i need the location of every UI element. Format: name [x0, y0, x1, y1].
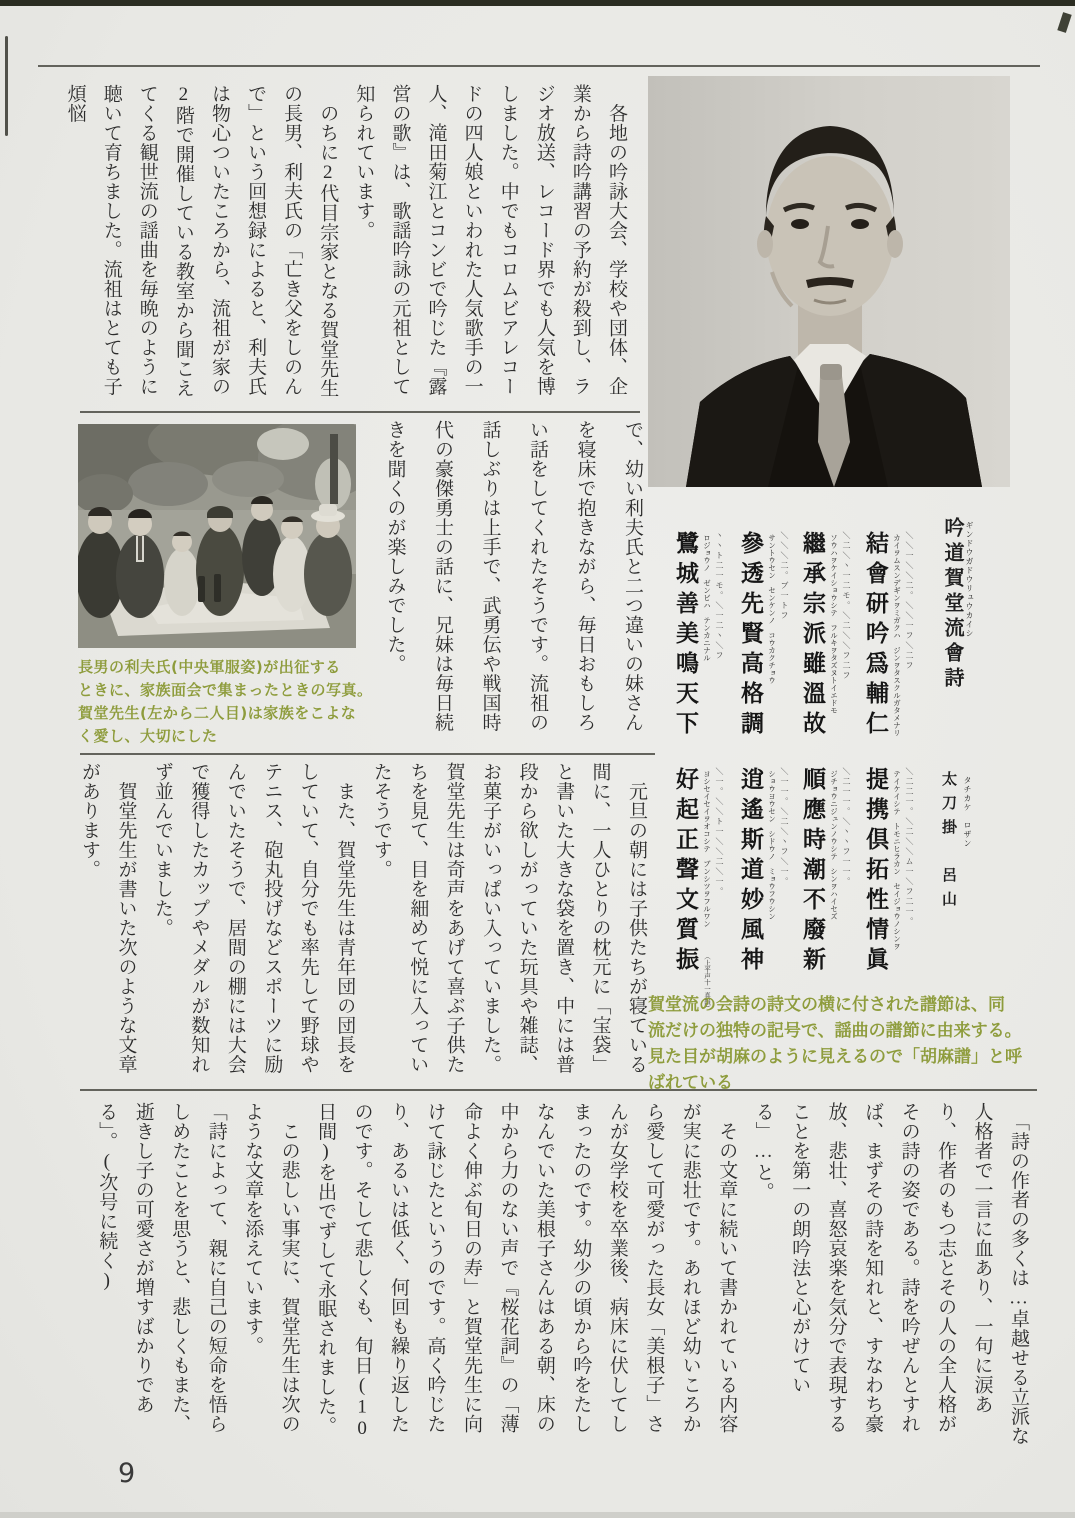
paragraph: また、賀堂先生は青年団の団長をしていて、自分でも率先して野球やテニス、砲丸投げなどスポーツに励んでいたそうで、居間の棚には大会で獲得したカップやメダルが数知れず並んでいました。 — [151, 762, 356, 1074]
caption-line: く愛し、大切にした — [78, 727, 218, 745]
poem-line-reading: カイヲムスンデギンヲミガクハ ジンヲタスクルガタメナリ — [892, 534, 902, 737]
poem-rhyme-note: （上平声十一真韻） — [703, 953, 710, 1012]
poem-line-1 — [864, 531, 918, 751]
poem-line-reading: テイケイシテ トモニヒラカン セイジョウノシンヲ — [892, 770, 902, 950]
poem-line-kanji: 結會研吟爲輔仁 — [863, 531, 888, 741]
goma-notation: ヽヽト二一モ。＼一二ヽ＼フ — [715, 531, 724, 661]
poem-author-furigana: タチカケ ロザン — [963, 776, 972, 848]
caption-line: 長男の利夫氏(中央軍服姿)が出征する — [78, 658, 341, 676]
poem-line-7 — [739, 767, 793, 987]
goma-notation: ＼二一一。＼ヽヽフ一一。 — [842, 767, 851, 887]
portrait-tie-knot — [820, 364, 842, 380]
paragraph: のちに2代目宗家となる賀堂先生の長男、利夫氏の「亡き父をしのんで」という回想録によると、利夫氏は物心ついたころから、流祖が家の2階で開催している教室から聞こえてくる観世流の謡曲を毎晩のように聴いて育ちました。流祖はとても子煩悩 — [64, 84, 339, 398]
poem-line-reading: ジチョウニジュンノウシテ シンヲハイセズ — [829, 770, 839, 920]
goma-notation: ＼二二一。＼二＼＼ム一＼フ二一。 — [905, 767, 914, 927]
poem-line-kanji: 提携倶拓性情眞 — [863, 767, 888, 977]
page-number: 9 — [118, 1458, 136, 1489]
paragraph: で、幼い利夫氏と二つ違いの妹さんを寝床で抱きながら、毎日おもしろい話をしてくれたそうです。流祖の話しぶりは上手で、武勇伝や戦国時代の豪傑勇士の話に、兄妹は毎日続きを聞くのが楽しみでした。 — [384, 420, 643, 732]
poem-line-reading: ロジョウノ ゼンビハ テンカニナル — [702, 534, 712, 662]
poem-author: 太刀掛 呂山 — [940, 771, 956, 915]
poem-line-2 — [801, 531, 855, 751]
poem-line-reading: ソウハヲケイショウシテ フルキヲタズヌトイエドモ — [829, 534, 839, 714]
poem-line-4 — [674, 531, 728, 751]
poem-line-kanji: 順應時潮不廢新 — [800, 767, 825, 977]
portrait-photo — [648, 76, 1010, 487]
paragraph: 元旦の朝には子供たちが寝ている間に、一人ひとりの枕元に「宝袋」と書いた大きな袋を置き、中には普段から欲しがっていた玩具や雑誌、お菓子がいっぱい入っていました。賀堂先生は奇声をあげて喜ぶ子供たちを見て、目を細めて悦に入っていたそうです。 — [370, 762, 647, 1074]
paragraph: その文章に続いて書かれている内容が実に悲壮です。あれほど幼いころから愛して可愛がった長女「美根子」さんが女学校を卒業後、病床に伏してしまったのです。幼少の頃から吟をたしなんでいた美根子さんはある朝、床の中から力のない声で『桜花詞』の「薄命よく伸ぶ旬日の寿」と賀堂先生に向けて詠じたというのです。高く吟じたり、あるいは低く、何回も繰り返したのです。そして悲しくも、旬日(10日間)を出でずして永眠されました。 — [315, 1102, 738, 1440]
poem-line-reading: ショウヨウセン シドウノ ミョウフウシン — [767, 770, 777, 920]
paragraph: 「詩によって、親に自己の短命を悟らしめたことを思うと、悲しくもまた、逝きし子の可愛さが増すばかりである」。(次号に続く) — [96, 1102, 227, 1434]
caption-line: 見た目が胡麻のように見えるので「胡麻譜」と呼 — [648, 1047, 1022, 1067]
goma-notation: ＼二＼ヽ一二モ。＼二＼＼フ二フ — [842, 531, 851, 681]
scan-edge-left-mark — [5, 36, 8, 136]
scan-edge-bottom — [0, 1512, 1075, 1518]
poem-line-kanji: 繼承宗派雖溫故 — [800, 531, 825, 741]
family-photo-caption — [78, 656, 378, 748]
scan-corner-mark — [1057, 12, 1071, 33]
goma-notation: ＼＼＼二。ブ一トフ — [780, 531, 789, 621]
article-text-band-3 — [78, 762, 654, 1090]
article-text-band-1 — [64, 84, 634, 410]
poem-caption — [648, 992, 1048, 1096]
caption-line: 賀堂流の会詩の詩文の横に付された譜節は、同 — [648, 995, 1005, 1015]
poem-line-5 — [864, 767, 918, 987]
section-divider-top — [38, 65, 1040, 67]
section-divider-1 — [80, 411, 640, 413]
goma-notation: ＼＼一＼＼二。＼＼一フ＼二フ — [905, 531, 914, 671]
paragraph: 各地の吟詠大会、学校や団体、企業から詩吟講習の予約が殺到し、ラジオ放送、レコード界でも人気を博しました。中でもコロムビアレコードの四人娘といわれた人気歌手の一人、滝田菊江とコンビで吟じた『露営の歌』は、歌謡吟詠の元祖として知られています。 — [353, 84, 627, 396]
goma-notation: ＼一。＼＼ト一＼＼二＼一。 — [715, 767, 724, 897]
caption-line: 賀堂先生(左から二人目)は家族をこよな — [78, 704, 357, 722]
paragraph: この悲しい事実に、賀堂先生は次のような文章を添えています。 — [242, 1102, 300, 1434]
family-photo — [78, 424, 356, 648]
article-text-band-4 — [84, 1102, 1036, 1450]
caption-line: ときに、家族面会で集まったときの写真。 — [78, 681, 373, 699]
paragraph: 賀堂先生が書いた次のような文章があります。 — [78, 762, 137, 1074]
poem-title: 吟道賀堂流會詩 — [941, 517, 963, 692]
poem-block — [648, 495, 1012, 1015]
section-divider-2 — [80, 753, 655, 755]
caption-line: ばれている — [648, 1073, 733, 1093]
article-text-band-2 — [378, 420, 656, 750]
caption-line: 流だけの独特の記号で、謡曲の譜節に由来する。 — [648, 1021, 1022, 1041]
poem-line-8 — [674, 767, 728, 987]
paragraph: 「詩の作者の多くは…卓越せる立派な人格者で一言に血あり、一句に涙あり、作者のもつ志とその人の全人格がその詩の姿である。詩を吟ぜんとすれば、まずその詩を知れと、すなわち豪放、悲壮、喜怒哀楽を気分で表現することを第一の朗吟法と心がけている」…と。 — [752, 1102, 1029, 1446]
poem-line-6 — [801, 767, 855, 987]
poem-line-kanji: 參透先賢高格調 — [738, 531, 763, 741]
poem-line-reading: ヨシセイセイヲオコシテ ブンシツヲフルワン — [702, 770, 712, 928]
poem-line-reading: サントウセン センケンノ コウカクチョウ — [767, 534, 777, 684]
scan-edge-top — [0, 0, 1075, 6]
poem-title-furigana: ギンドウガドウリュウカイシ — [965, 521, 974, 638]
poem-line-kanji: 鷺城善美鳴天下 — [673, 531, 698, 741]
goma-notation: ＼一一。＼二＼ヽフ＼一。 — [780, 767, 789, 887]
poem-line-kanji: 逍遙斯道妙風神 — [738, 767, 763, 977]
poem-line-kanji: 好起正聲文質振 — [673, 767, 698, 977]
poem-line-3 — [739, 531, 793, 751]
